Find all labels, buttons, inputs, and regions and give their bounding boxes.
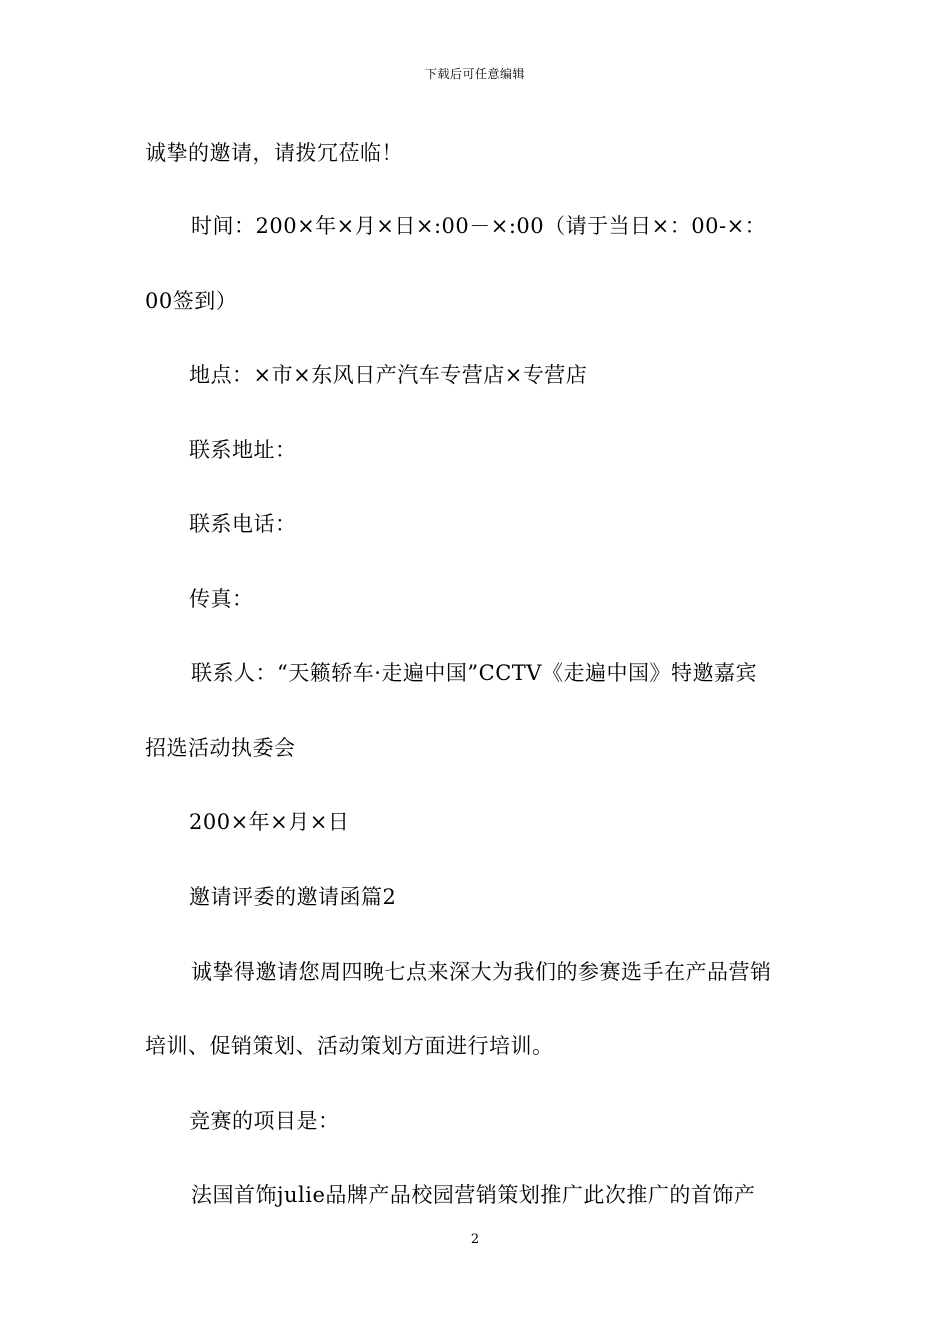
page-number: 2 (470, 1232, 480, 1247)
body-line: 00签到） (145, 289, 238, 313)
body-line: 传真： (189, 587, 254, 611)
body-line: 联系地址： (189, 438, 297, 462)
body-line: 200×年×月×日 (189, 810, 350, 834)
body-line: 培训、促销策划、活动策划方面进行培训。 (145, 1034, 554, 1058)
page-header: 下载后可任意编辑 (424, 67, 525, 81)
section-heading: 邀请评委的邀请函篇2 (189, 885, 397, 909)
body-line: 诚挚得邀请您周四晚七点来深大为我们的参赛选手在产品营销 (191, 960, 772, 984)
body-line: 法国首饰julie品牌产品校园营销策划推广此次推广的首饰产 (191, 1183, 756, 1207)
body-line: 竞赛的项目是： (189, 1109, 340, 1133)
body-line: 时间：200×年×月×日×:00－×:00（请于当日×：00-×： (191, 214, 767, 238)
body-line: 招选活动执委会 (145, 736, 296, 760)
body-line: 地点：×市×东风日产汽车专营店×专营店 (189, 363, 588, 387)
body-line: 诚挚的邀请，请拨冗莅临！ (145, 141, 403, 165)
body-line: 联系人：“天籁轿车·走遍中国”CCTV《走遍中国》特邀嘉宾 (191, 661, 757, 685)
body-line: 联系电话： (189, 512, 297, 536)
